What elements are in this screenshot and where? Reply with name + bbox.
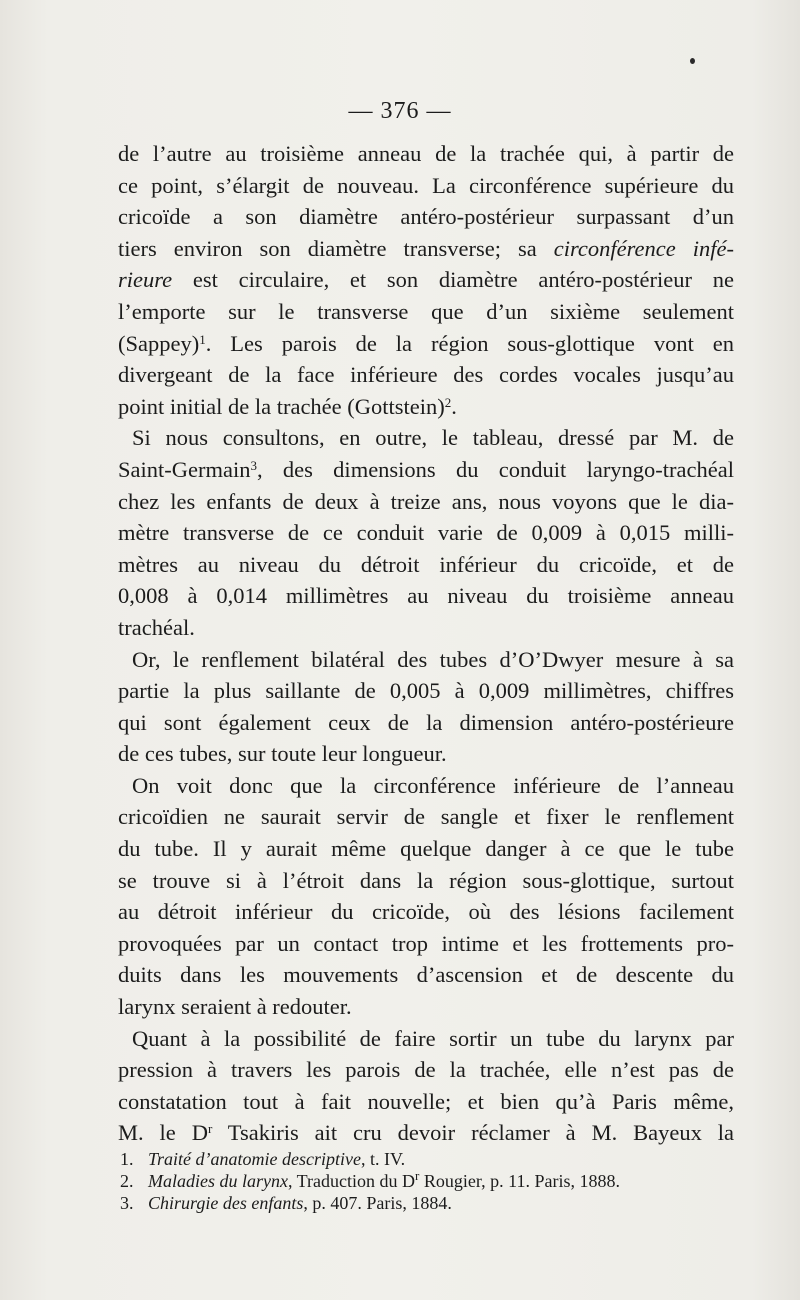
- text-line: [118, 422, 734, 454]
- line-text: cricoïde a son diamètre antéro-postérieur surpassant d’un: [118, 204, 734, 230]
- text-line: [118, 865, 734, 897]
- line-text: cricoïdien ne saurait servir de sangle et fixer le renflement: [118, 804, 734, 830]
- line-text: est circulaire, et son diamètre antéro-postérieur ne: [172, 267, 734, 293]
- footnote-marker: r: [207, 1121, 213, 1137]
- footnote-marker: 3: [250, 457, 257, 473]
- footnote-marker: 2: [444, 394, 452, 410]
- line-text: du tube. Il y aurait même quelque danger à ce que le tube: [118, 836, 734, 862]
- line-text: qui sont également ceux de la dimension antéro-postérieure: [118, 709, 734, 735]
- line-text: (Sappey): [118, 330, 200, 356]
- line-text: Tsakiris ait cru devoir réclamer à M. Bayeux la: [212, 1120, 734, 1146]
- line-text: Saint-Germain: [118, 456, 251, 482]
- text-line: [118, 359, 734, 391]
- italic-text: circonférence infé-: [553, 235, 734, 261]
- text-line: [118, 454, 734, 486]
- text-line: [118, 1023, 734, 1055]
- body-text: [118, 138, 734, 1149]
- text-line: [118, 296, 734, 328]
- footnote-number: 2.: [120, 1171, 134, 1191]
- text-line: [118, 738, 734, 770]
- text-line: [118, 675, 734, 707]
- line-text: duits dans les mouvements d’ascension et de descente du: [118, 962, 734, 988]
- footnote-number: 1.: [120, 1149, 134, 1169]
- line-text: de ces tubes, sur toute leur longueur.: [118, 741, 447, 767]
- text-line: [118, 391, 734, 423]
- text-line: [118, 201, 734, 233]
- line-text: Quant à la possibilité de faire sortir un tube du larynx par: [132, 1025, 734, 1051]
- line-text: chez les enfants de deux à treize ans, nous voyons que le dia-: [118, 488, 734, 514]
- footnote-marker: 1: [199, 331, 206, 347]
- line-text: point initial de la trachée (Gottstein): [118, 393, 445, 419]
- line-text: , des dimensions du conduit laryngo-trachéal: [256, 456, 734, 482]
- footnote: [120, 1148, 730, 1170]
- text-line: [118, 264, 734, 296]
- footnote-title: Chirurgie des enfants: [148, 1193, 304, 1213]
- footnotes: [120, 1148, 730, 1214]
- italic-text: rieure: [118, 267, 173, 293]
- line-text: partie la plus saillante de 0,005 à 0,009 millimètres, chiffres: [118, 678, 734, 704]
- line-text: M. le D: [118, 1120, 208, 1146]
- line-text: mètres au niveau du détroit inférieur du cricoïde, et de: [118, 551, 734, 577]
- page-number: — 376 —: [348, 98, 452, 124]
- line-text: l’emporte sur le transverse que d’un sixième seulement: [118, 298, 734, 324]
- text-line: [118, 707, 734, 739]
- text-line: [118, 486, 734, 518]
- line-text: se trouve si à l’étroit dans la région sous-glottique, surtout: [118, 867, 734, 893]
- text-line: [118, 328, 734, 360]
- text-line: [118, 580, 734, 612]
- footnote-text: , t. IV.: [360, 1149, 406, 1169]
- line-text: de l’autre au troisième anneau de la trachée qui, à partir de: [118, 141, 734, 166]
- text-line: [118, 612, 734, 644]
- line-text: divergeant de la face inférieure des cordes vocales jusqu’au: [118, 362, 734, 388]
- text-line: [118, 1086, 734, 1118]
- text-line: [118, 170, 734, 202]
- footnote-text: , Traduction du D: [287, 1171, 415, 1191]
- ink-speck: [690, 58, 695, 64]
- text-line: [118, 928, 734, 960]
- text-line: [118, 896, 734, 928]
- line-text: . Les parois de la région sous-glottique vont en: [205, 330, 734, 356]
- line-text: ce point, s’élargit de nouveau. La circonférence supérieure du: [118, 172, 734, 198]
- line-text: provoquées par un contact trop intime et les frottements pro-: [118, 930, 734, 956]
- text-line: [118, 833, 734, 865]
- text-line: [118, 801, 734, 833]
- text-line: [118, 1054, 734, 1086]
- line-text: trachéal.: [118, 614, 195, 640]
- line-text: 0,008 à 0,014 millimètres au niveau du troisième anneau: [118, 583, 734, 609]
- text-line: [118, 959, 734, 991]
- text-line: [118, 991, 734, 1023]
- text-line: [118, 233, 734, 265]
- text-line: [118, 644, 734, 676]
- footnote-marker: r: [415, 1168, 420, 1183]
- line-text: Or, le renflement bilatéral des tubes d’O’Dwyer mesure à sa: [132, 646, 734, 672]
- line-text: .: [451, 393, 457, 419]
- line-text: au détroit inférieur du cricoïde, où des lésions facilement: [118, 899, 734, 925]
- footnote: [120, 1192, 730, 1214]
- line-text: pression à travers les parois de la trachée, elle n’est pas de: [118, 1057, 734, 1083]
- footnote-text: , p. 407. Paris, 1884.: [303, 1193, 452, 1213]
- text-line: [118, 770, 734, 802]
- text-line: [118, 138, 734, 170]
- text-line: [118, 517, 734, 549]
- footnote-title: Maladies du larynx: [148, 1171, 288, 1191]
- text-line: [118, 549, 734, 581]
- footnote-title: Traité d’anatomie descriptive: [148, 1149, 361, 1169]
- footnote: [120, 1170, 730, 1192]
- footnote-number: 3.: [120, 1193, 134, 1213]
- footnote-text: Rougier, p. 11. Paris, 1888.: [419, 1171, 620, 1191]
- line-text: On voit donc que la circonférence inférieure de l’anneau: [132, 772, 734, 798]
- line-text: constatation tout à fait nouvelle; et bien qu’à Paris même,: [118, 1088, 734, 1114]
- line-text: tiers environ son diamètre transverse; sa: [118, 235, 554, 261]
- line-text: larynx seraient à redouter.: [118, 994, 352, 1020]
- text-line: [118, 1117, 734, 1149]
- line-text: Si nous consultons, en outre, le tableau, dressé par M. de: [132, 425, 734, 451]
- line-text: mètre transverse de ce conduit varie de 0,009 à 0,015 milli-: [118, 520, 734, 546]
